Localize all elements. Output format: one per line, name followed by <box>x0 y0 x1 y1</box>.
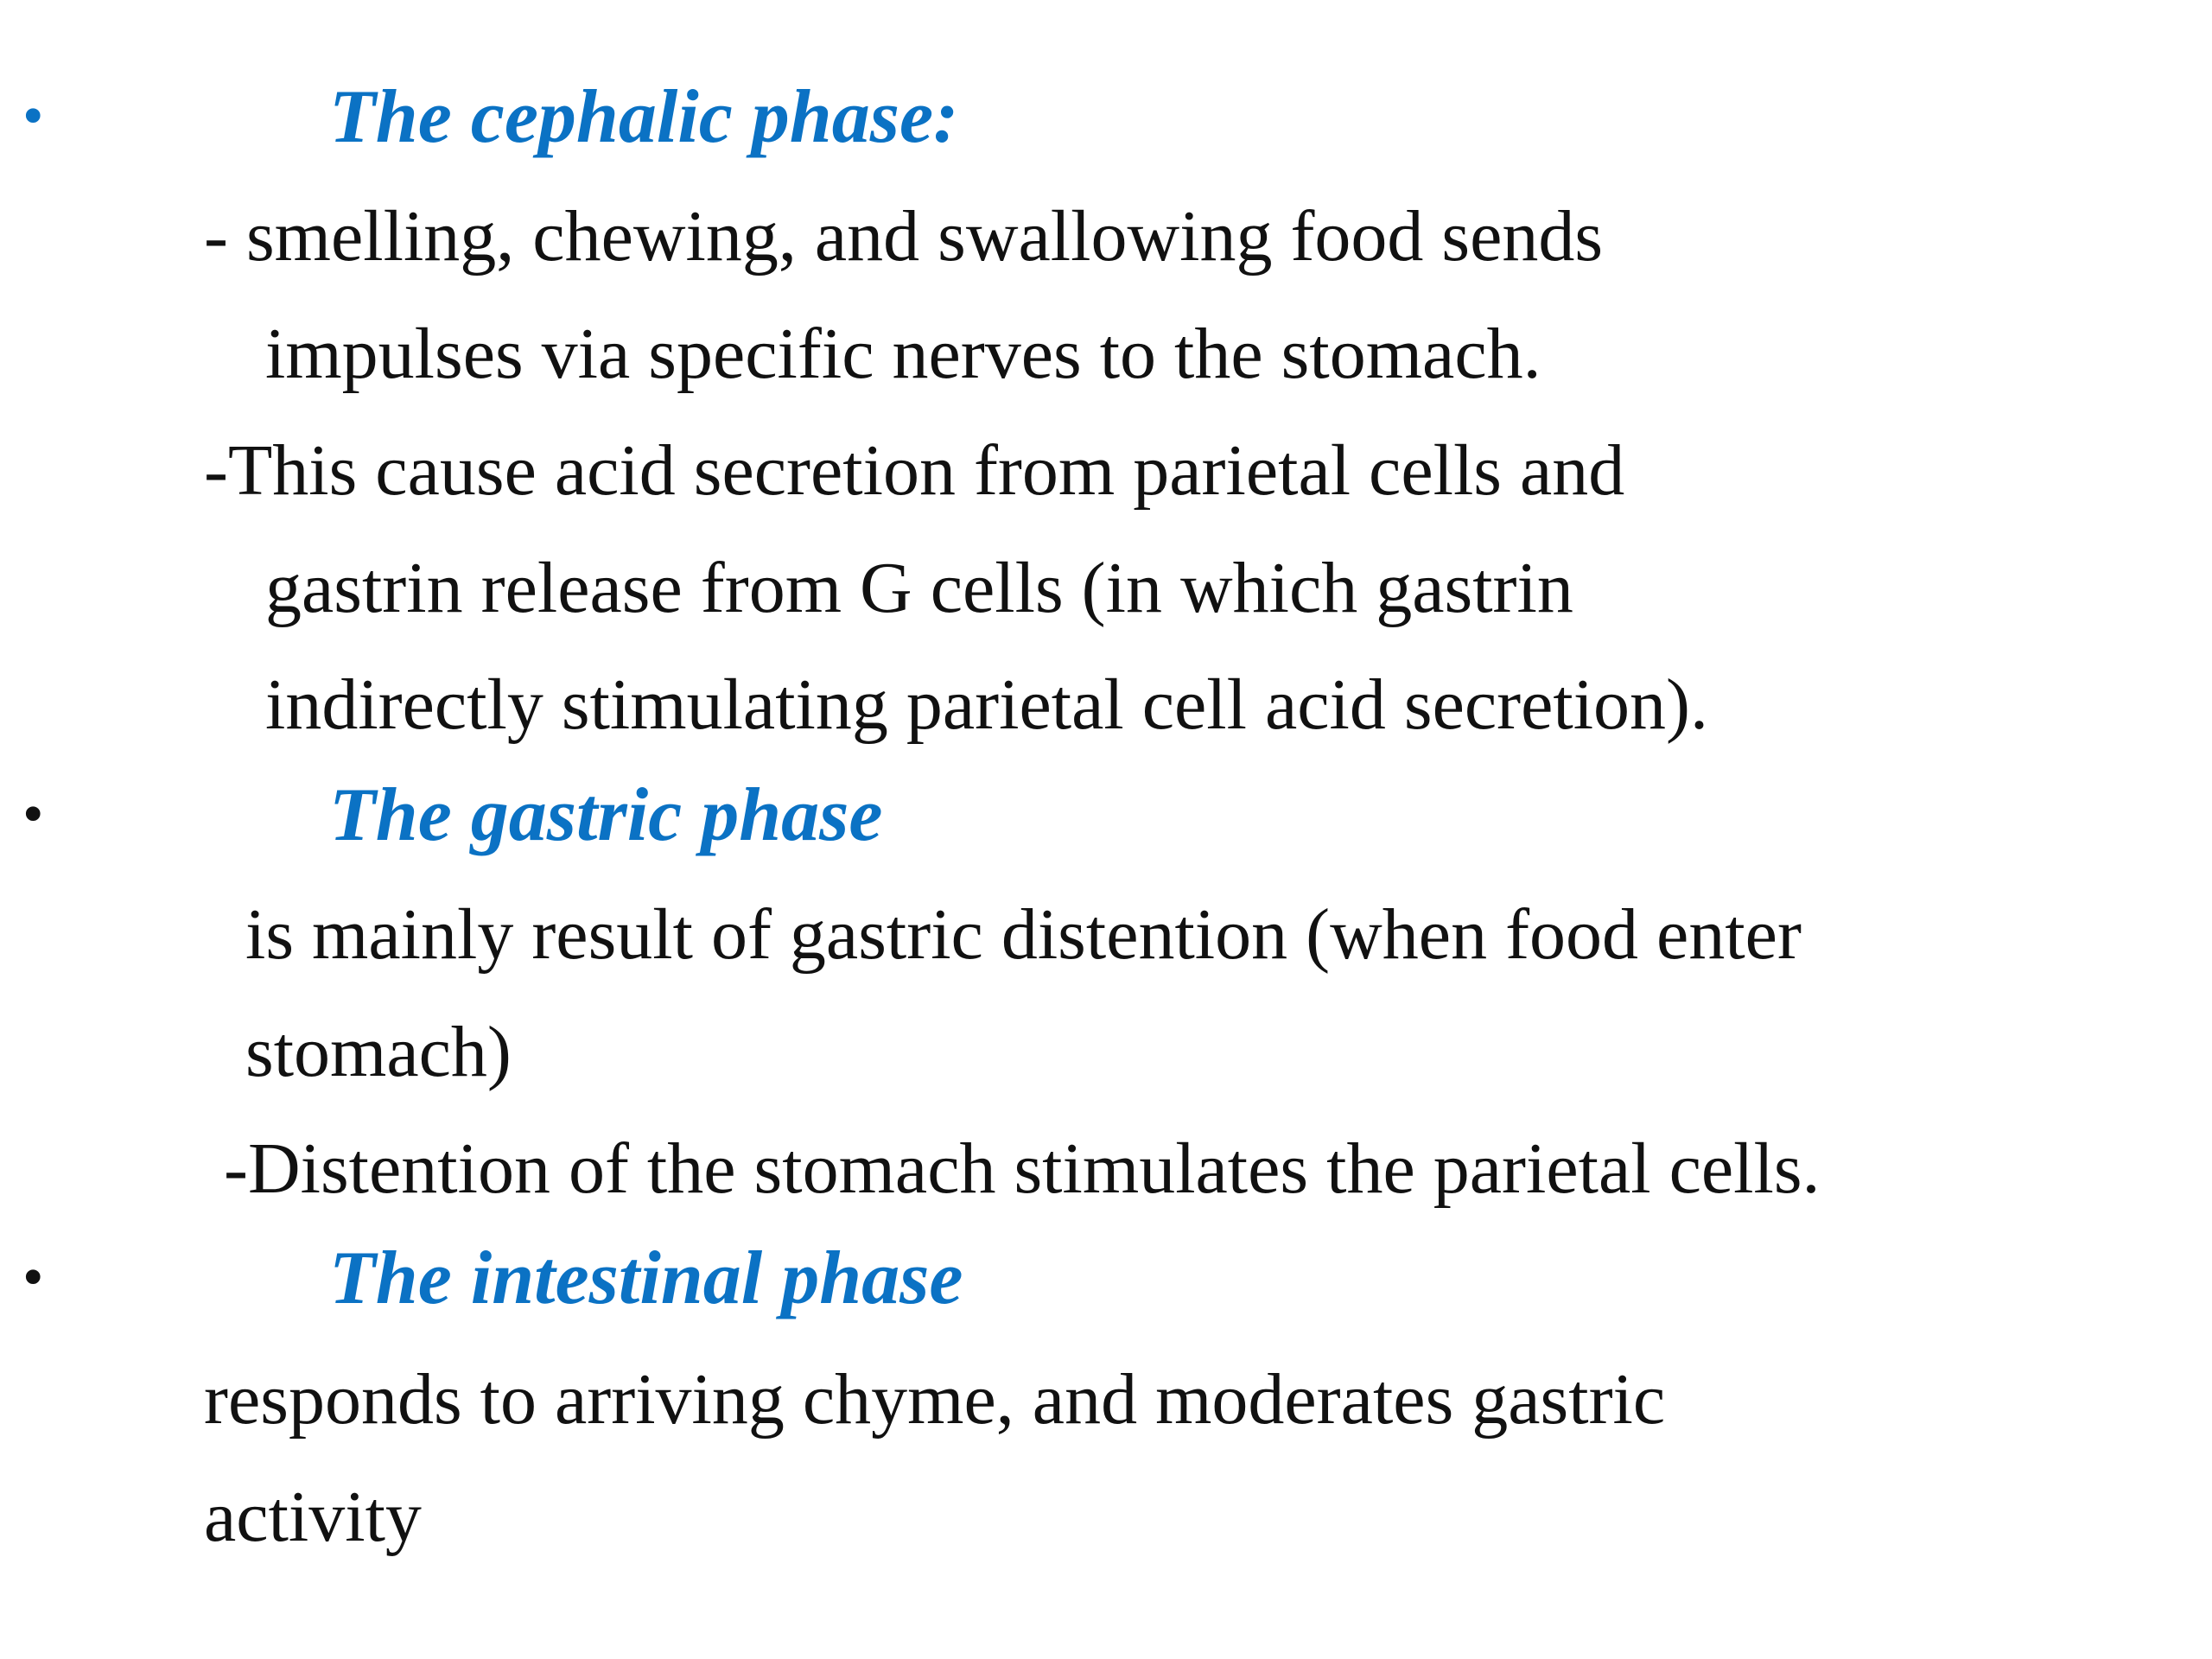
bullet-point: • <box>22 1244 44 1311</box>
body-line: -This cause acid secretion from parietal cells and <box>204 430 1625 511</box>
bullet-point: • <box>22 781 44 848</box>
body-line: indirectly stimulating parietal cell acid secretion). <box>265 664 1709 745</box>
body-line: impulses via specific nerves to the stomach. <box>265 314 1541 394</box>
section-heading-cephalic: The cephalic phase: <box>329 75 959 159</box>
body-line: -Distention of the stomach stimulates the parietal cells. <box>224 1128 1821 1209</box>
body-line: responds to arriving chyme, and moderates gastric <box>204 1359 1666 1440</box>
body-line: stomach) <box>245 1012 512 1092</box>
body-line: - smelling, chewing, and swallowing food sends <box>204 196 1604 276</box>
body-line: is mainly result of gastric distention (when food enter <box>245 894 1802 975</box>
body-line: activity <box>204 1477 422 1557</box>
body-line: gastrin release from G cells (in which gastrin <box>265 548 1573 628</box>
section-heading-gastric: The gastric phase <box>329 773 883 857</box>
section-heading-intestinal: The intestinal phase <box>329 1236 963 1320</box>
bullet-point: • <box>22 83 44 149</box>
